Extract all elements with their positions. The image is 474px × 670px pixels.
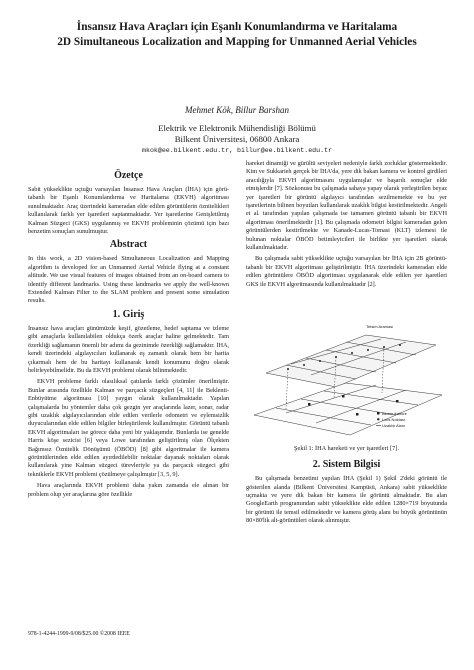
figure-caption: Şekil 1: İHA hareketi ve yer işaretleri [7]. xyxy=(294,445,399,453)
left-column xyxy=(28,168,229,502)
title-turkish: İnsansız Hava Araçları için Eşanlı Konumlandırma ve Haritalama xyxy=(76,21,398,33)
affiliation xyxy=(30,123,444,145)
right-column xyxy=(246,160,447,529)
affiliation-university: Bilkent Üniversitesi, 06800 Ankara xyxy=(174,134,300,144)
footer-isbn: 978-1-4244-1999-9/08/$25.00 ©2008 IEEE xyxy=(28,631,130,637)
ozetce-text: Sabit yükseklikte uçtuğu varsayılan İnsansız Hava Araçları (İHA) için görü-tabanlı bir Eşanlı Konumlandırma ve Haritalama (EKVH) algoritması sunulmaktadır. Araç üzerindeki kameradan elde edilen görüntülerin öznitelikleri kullanılarak farklı yer işaretleri saptanmaktadır. Yer işaretlerine Genişletilmiş Kalman Süzgeci (GKS) uygulanmış ve EKVH probleminin çözümü için bazı benzetim sonuçları sunulmuştur. xyxy=(28,186,229,236)
uav-trajectory-illustration xyxy=(246,295,447,441)
sistem-paragraph: Bu çalışmada benzetimi yapılan İHA (Şekil 1) Şekil 2'deki görüntü ile gösterilen alanda (Bilkent Üniversitesi Kampüsü, Ankara) sabit yükseklikte uçmakta ve yere dik bakan bir kamera ile görüntü almaktadır. Bu alan GoogleEarth programından sabit yükseklikte elde edilen 1280×719 boyutunda bir görüntü ile temsil edilmektedir ve kamera görüş alanı bu büyük görüntünün 80×80'lik alt-görüntüleri olarak alınmıştır. xyxy=(246,475,447,525)
giris-paragraph-3: Hava araçlarında EKVH problemi daha yakın zamanda ele alınan bir problem olup yer araçlarına göre özellikle xyxy=(28,482,229,498)
author-emails: mkok@ee.bilkent.edu.tr, billur@ee.bilkent.edu.tr xyxy=(142,147,332,154)
title-english: 2D Simultaneous Localization and Mapping for Unmanned Aerial Vehicles xyxy=(57,35,417,48)
legend-item-2: Locs Noktası xyxy=(382,417,406,423)
paper-title xyxy=(30,20,444,49)
affiliation-department: Elektrik ve Elektronik Mühendisliği Bölümü xyxy=(158,123,316,133)
figure-uav-landmarks xyxy=(246,295,447,441)
giris-paragraph-1: İnsansız hava araçları günümüzde keşif, gözetleme, hedef saptama ve izleme gibi amaçlarla kullanılabilen oldukça özerk araçlar haline gelmektedir. Tam özerkliği sağlamanın önemli bir adımı da gezinimde özerkliği sağlamaktır. İHA, kendi üzerindeki algılayıcıları kullanarak eş zamanlı olarak hem bir harita çıkarmalı hem de bu haritayı kullanarak kendi konumunu doğru olarak belirleyebilmelidir. Bu da EKVH problemi olarak bilinmektedir. xyxy=(28,324,229,374)
ozetce-heading: Özetçe xyxy=(114,170,143,181)
right-paragraph-1: hareket dinamiği ve gürültü seviyeleri nedeniyle farklı zorluklar göstermektedir. Kim ve Sukkarieh gerçek bir İHA'da, yere dik bakan kamera ve kontrol girdileri aracılığıyla EKVH algoritmasını uygulamışlar ve başarılı sonuçlar elde etmişlerdir [7]. Sözkonusu bu çalışmada sahaya yapay olarak yerleştirilen beyaz yer işaretleri bir görüntü algılayıcı tarafından sezilmemekte ve bu yer işaretlerinin bilinen boyutları kullanılarak uzaklık bilgisi kestirilmektedir. Angeli et al. tarafından yapılan çalışmada ise tamamen görüntü tabanlı bir EKVH algoritması önerilmektedir [1]. Bu çalışmada odometri bilgisi kameradan gelen görüntülerden kestirilmekte ve Kanade-Lucas-Tomasi (KLT) izlemesi ile bulunan noktalar ÖBÖD betimleyicileri ile birlikte yer işaretleri olarak kullanılmaktadır. xyxy=(246,160,447,252)
legend-item-3: Uzaklık Alanı xyxy=(382,423,406,429)
giris-paragraph-2: EKVH probleme farklı olasılıksal çatılarda farklı çözümler önerilmiştir. Bunlar arasında özellikle Kalman ve parçacık süzgeçleri [4, 11] ile Beklenti-Enbüyütme algoritması [10] yaygın olarak kullanılmaktadır. Yapılan çalışmalarda bu yöntemler daha çok gezgin yer araçlarında lazer, sonar, radar gibi uzaklık algılayıcılarından elde edilen verilerle odometri ve eylemsizlik duyucularından elde edilen bilgiler birleştirilerek kullanılmıştır. Görüntü tabanlı EKVH algoritmaları ise görece daha yeni bir yaklaşımdır. Bunlarda ise genelde Harris köşe sezicisi [6] veya Lowe tarafından geliştirilmiş olan Ölçekten Bağımsız Öznitelik Dönüşümü (ÖBÖD) [8] gibi algoritmalar ile kamera görüntülerinden elde edilen ayırdedilebilir noktalar dayanak noktaları olarak kullanılarak yine Kalman süzgeci türevleriyle ya da parçacık süzgeci gibi tekniklerle EKVH problemi çözülmeye çalışılmıştır [3, 5, 9]. xyxy=(28,378,229,478)
section-sistem-heading: 2. Sistem Bilgisi xyxy=(312,459,381,471)
legend-top-label: Tetsim Araması xyxy=(366,324,394,330)
legend-item-1: Bloom fraiture xyxy=(382,411,407,417)
abstract-text: In this work, a 2D vision-based Simultaneous Localization and Mapping algorithm is developed for an Unmanned Aerial Vehicle flying at a constant altitude. We use visual features of images obtained from an on-board camera to identify different landmarks. Using these landmarks we apply the well-known Extended Kalman Filter to the SLAM problem and present some simulation results. xyxy=(28,255,229,305)
author-list: Mehmet Kök, Billur Barshan xyxy=(185,105,289,115)
abstract-heading: Abstract xyxy=(109,239,148,251)
section-giris-heading: 1. Giriş xyxy=(112,308,145,320)
right-paragraph-2: Bu çalışmada sabit yükseklikte uçtuğu varsayılan bir İHA için 2B görüntü-tabanlı bir EKVH algoritması geliştirilmiştir. İHA üzerindeki kameradan elde edilen görüntülere ÖBÖD algoritması uygulanarak elde edilen yer işaretleri GKS ile EKVH algoritmasında kullanılmaktadır [2]. xyxy=(246,255,447,288)
